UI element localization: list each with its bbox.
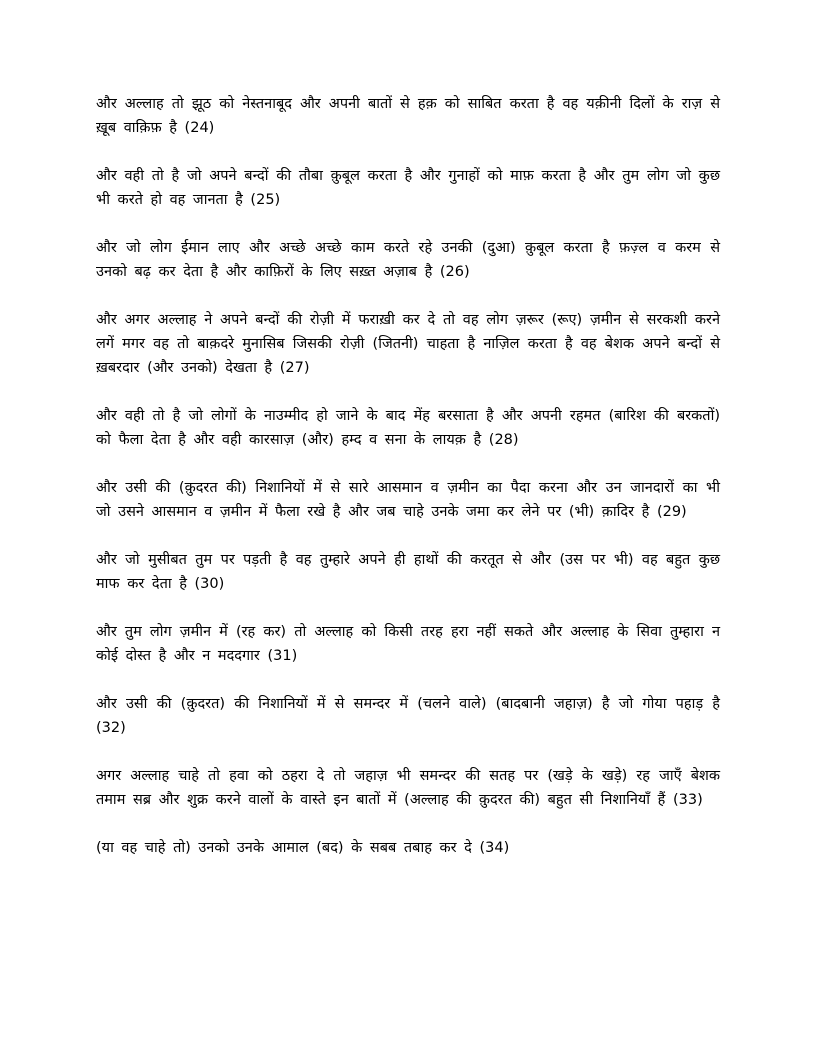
verse-paragraph-27: और अगर अल्लाह ने अपने बन्दों की रोज़ी में फराख़ी कर दे तो वह लोग ज़रूर (रूए) ज़मीन से सरकशी करने लगें मगर वह तो बाक़दरे मुनासिब जिसकी रोज़ी (जितनी) चाहता है नाज़िल करता है वह बेशक अपने बन्दों से ख़बरदार (और उनको) देखता है (27) — [96, 312, 720, 376]
document-page — [96, 92, 720, 884]
verse-paragraph-34: (या वह चाहे तो) उनको उनके आमाल (बद) के सबब तबाह कर दे (34) — [96, 840, 510, 856]
verse-paragraph-30: और जो मुसीबत तुम पर पड़ती है वह तुम्हारे अपने ही हाथों की करतूत से और (उस पर भी) वह बहुत कुछ माफ कर देता है (30) — [96, 552, 720, 592]
verse-paragraph-31: और तुम लोग ज़मीन में (रह कर) तो अल्लाह को किसी तरह हरा नहीं सकते और अल्लाह के सिवा तुम्हारा न कोई दोस्त है और न मददगार (31) — [96, 624, 720, 664]
verse-paragraph-24: और अल्लाह तो झूठ को नेस्तनाबूद और अपनी बातों से हक़ को साबित करता है वह यक़ीनी दिलों के राज़ से ख़ूब वाक़िफ़ है (24) — [96, 96, 720, 136]
verse-paragraph-28: और वही तो है जो लोगों के नाउम्मीद हो जाने के बाद मेंह बरसाता है और अपनी रहमत (बारिश की बरकतों) को फैला देता है और वही कारसाज़ (और) हम्द व सना के लायक़ है (28) — [96, 408, 720, 448]
verse-paragraph-25: और वही तो है जो अपने बन्दों की तौबा क़ुबूल करता है और गुनाहों को माफ़ करता है और तुम लोग जो कुछ भी करते हो वह जानता है (25) — [96, 168, 720, 208]
verse-paragraph-33: अगर अल्लाह चाहे तो हवा को ठहरा दे तो जहाज़ भी समन्दर की सतह पर (खड़े के खड़े) रह जाएँ बेशक तमाम सब्र और शुक्र करने वालों के वास्ते इन बातों में (अल्लाह की क़ुदरत की) बहुत सी निशानियाँ हैं (33) — [96, 768, 720, 808]
verse-paragraph-26: और जो लोग ईमान लाए और अच्छे अच्छे काम करते रहे उनकी (दुआ) क़ुबूल करता है फ़ज़्ल व करम से उनको बढ़ कर देता है और काफ़िरों के लिए सख़्त अज़ाब है (26) — [96, 240, 720, 280]
verse-paragraph-32: और उसी की (क़ुदरत) की निशानियों में से समन्दर में (चलने वाले) (बादबानी जहाज़) है जो गोया पहाड़ है (32) — [96, 696, 720, 736]
verse-paragraph-29: और उसी की (क़ुदरत की) निशानियों में से सारे आसमान व ज़मीन का पैदा करना और उन जानदारों का भी जो उसने आसमान व ज़मीन में फैला रखे है और जब चाहे उनके जमा कर लेने पर (भी) क़ादिर है (29) — [96, 480, 720, 520]
